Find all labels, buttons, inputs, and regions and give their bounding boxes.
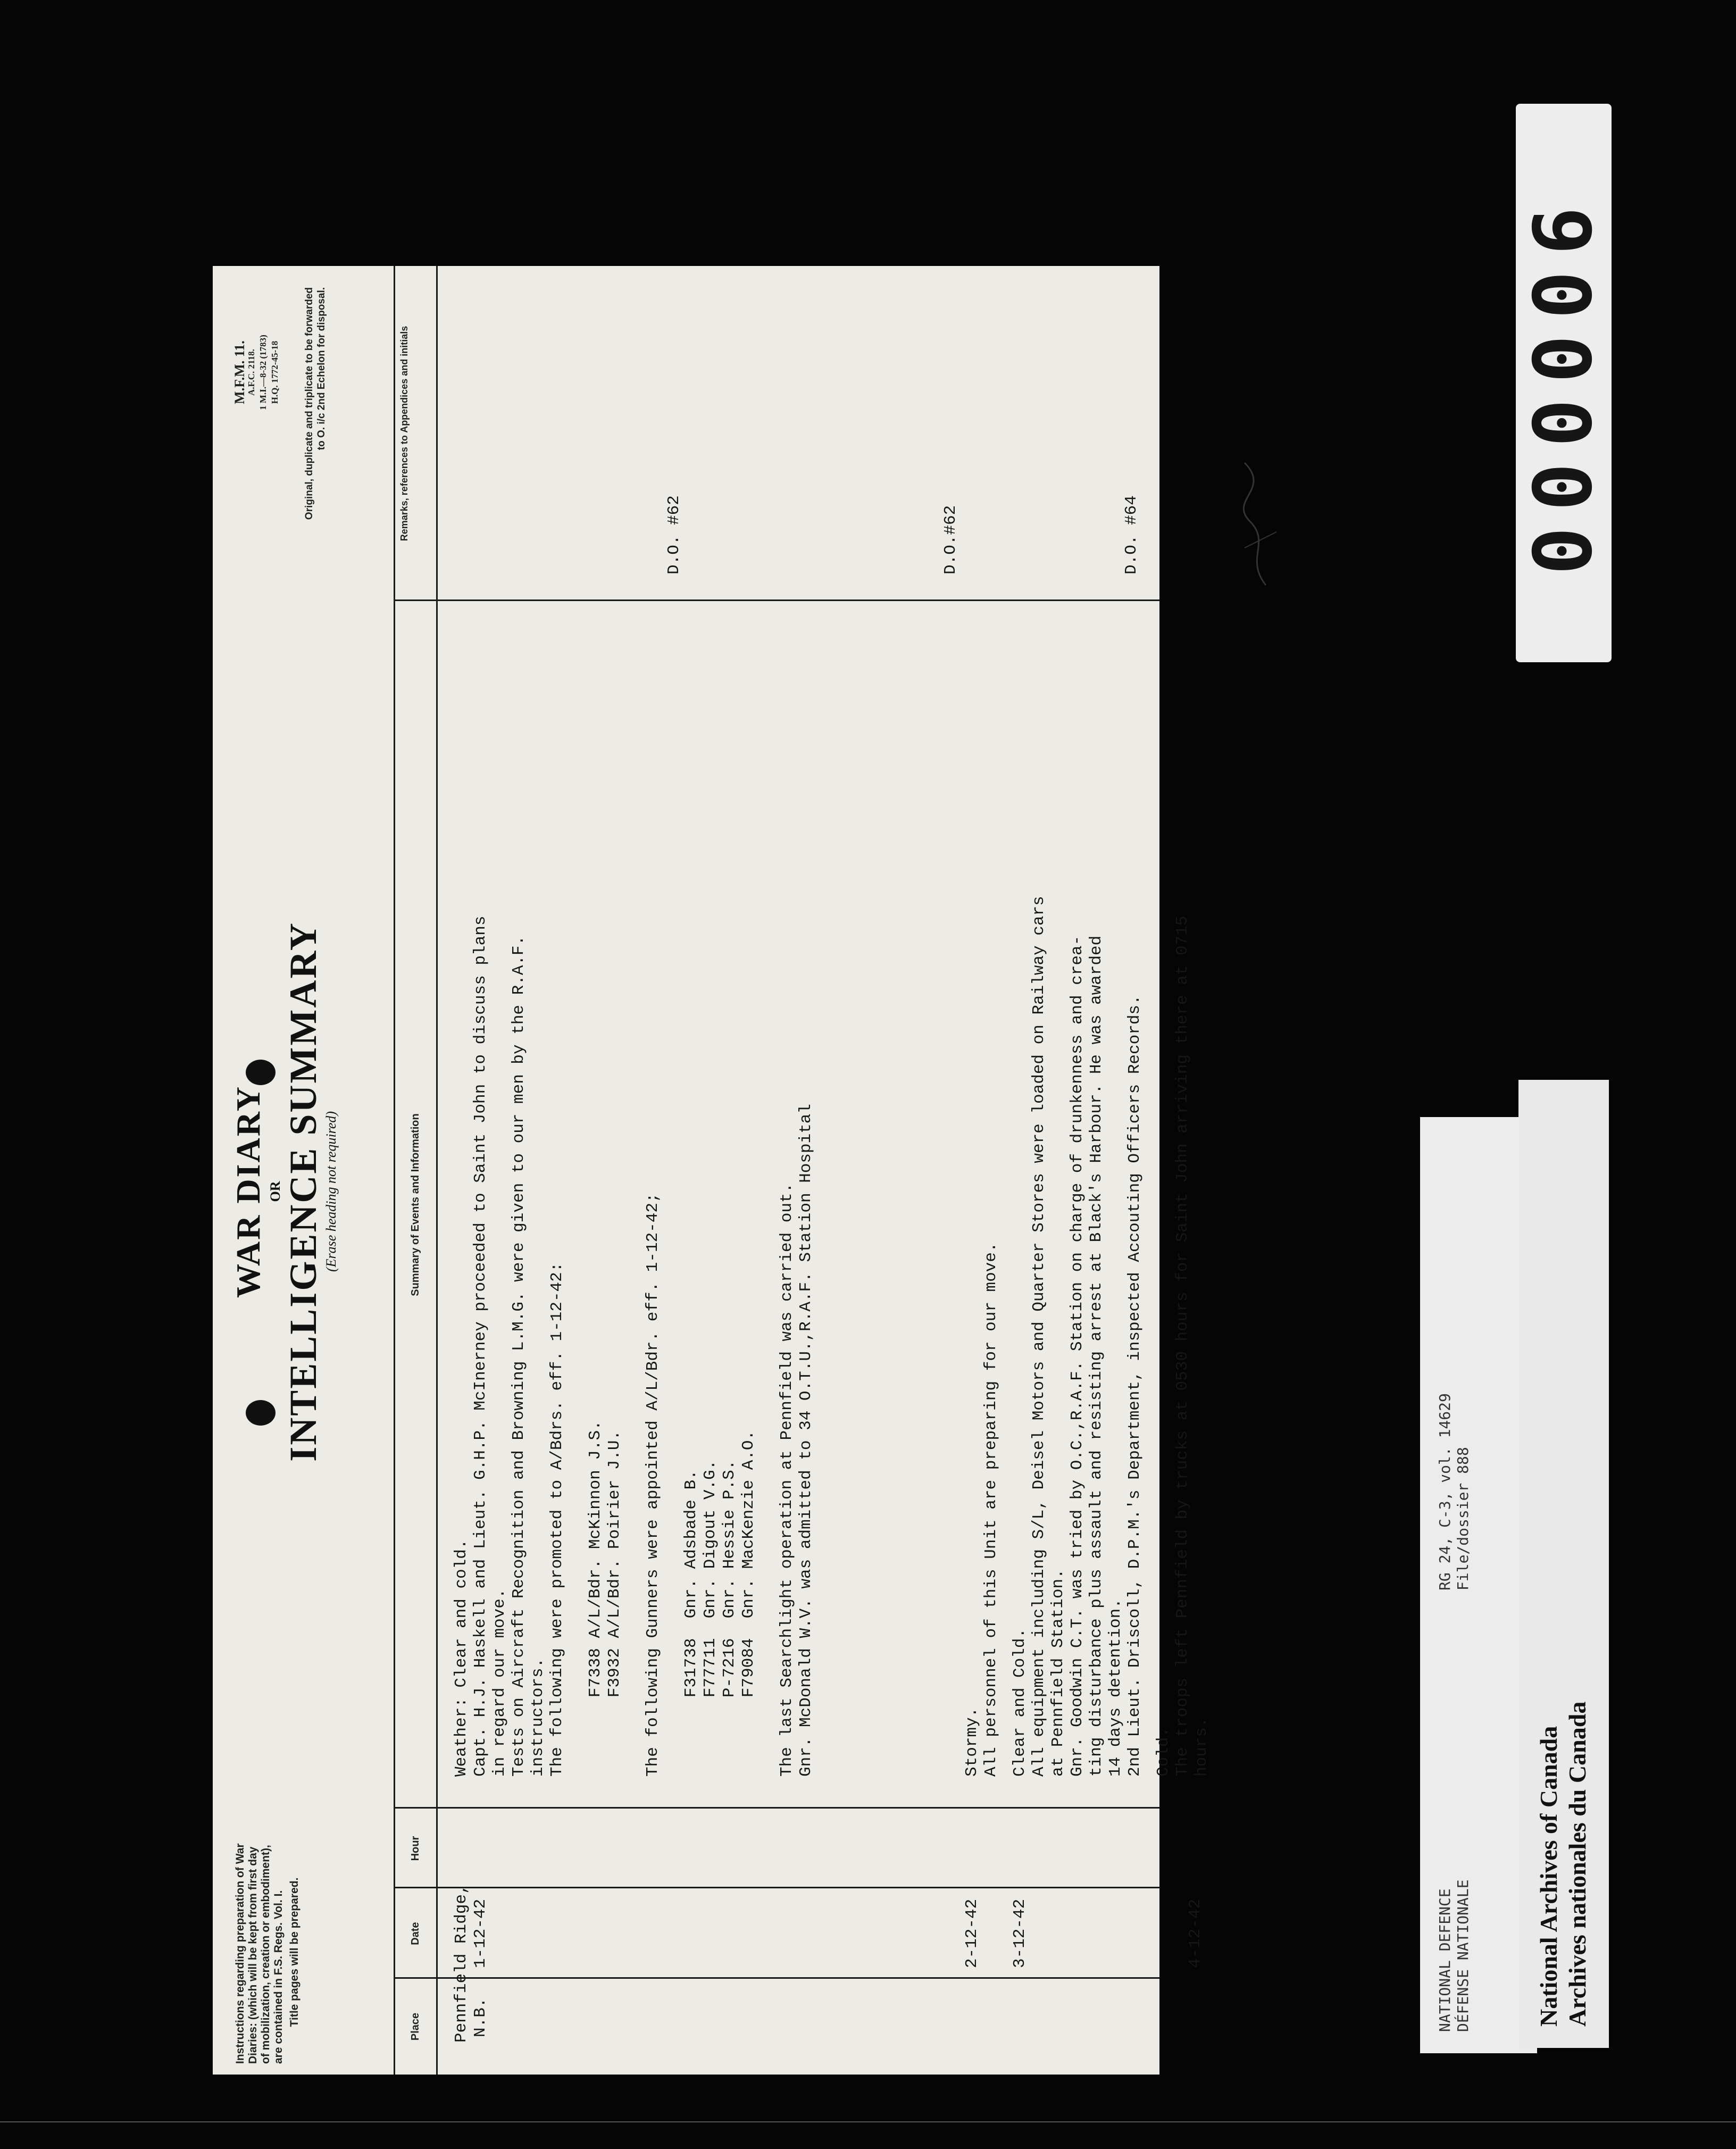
- place-line1: Pennfield Ridge,: [452, 1884, 471, 2043]
- instructions-block: [234, 1840, 301, 2064]
- department-en: NATIONAL DEFENCE: [1436, 1888, 1454, 2032]
- record-group: [1436, 1393, 1472, 1590]
- col-rule-place: [394, 1977, 1159, 1979]
- col-rule-summary: [394, 599, 1159, 601]
- disposal-note-line2: to O. i/c 2nd Echelon for disposal.: [316, 287, 327, 451]
- place-line2: N.B.: [471, 1997, 490, 2037]
- film-edge-line: [0, 2121, 1736, 2122]
- department-names: [1436, 1879, 1472, 2032]
- col-head-place: Place: [410, 2012, 421, 2041]
- remark-3: D.O. #64: [1122, 495, 1141, 574]
- summary-day-1: Weather: Clear and cold. Capt. H.J. Haskell and Lieut. G.H.P. McInerney proceeded to Saint John to discuss plans in regard our move. Tests on Aircraft Recognition and Browning L.M.G. were given to our men by the R.A.F. instructors. The following were promoted to A/Bdrs. eff. 1-12-42: F7338 A/L/Bdr. McKinnon J.S. F3932 A/L/Bdr. Poirier J.U. The following Gunners were appointed A/L/Bdr. eff. 1-12-42; F31738 Gnr. Adsbade B. F77711 Gnr. Digout V.G. P-7216 Gnr. Hessie P.S. F79084 Gnr. MacKenzie A.O. The last Searchlight operation at Pennfield was carried out. Gnr. McDonald W.V. was admitted to 34 O.T.U.,R.A.F. Station Hospital: [452, 915, 815, 1777]
- file-dossier-line: File/dossier 888: [1454, 1447, 1472, 1590]
- summary-day-4: Cold. The troops left Pennfield by trucks at 0530 hours for Saint John arriving there at 0715 hours.: [1154, 915, 1211, 1777]
- date-entry-4: 4-12-42: [1186, 1898, 1205, 1968]
- date-entry-2: 2-12-42: [963, 1898, 981, 1968]
- col-head-summary: Summary of Events and Information: [410, 1113, 421, 1296]
- archives-name: [1534, 1702, 1592, 2027]
- frame-number-strip: [1516, 104, 1612, 662]
- form-codes: [234, 287, 281, 457]
- col-head-hour: Hour: [410, 1836, 421, 1861]
- archives-name-fr: Archives nationales du Canada: [1564, 1701, 1591, 2027]
- col-head-date: Date: [410, 1922, 421, 1945]
- summary-day-2: Stormy. All personnel of this Unit are preparing for our move.: [963, 1242, 1000, 1777]
- form-code-3: H.Q. 1772-45-18: [270, 340, 280, 404]
- initials-signature: [1234, 452, 1282, 590]
- date-entry-1: 1-12-42: [471, 1898, 490, 1968]
- col-head-remarks: Remarks, references to Appendices and initials: [399, 326, 410, 542]
- department-fr: DÉFENSE NATIONALE: [1454, 1879, 1472, 2032]
- erase-heading-note: (Erase heading not required): [323, 1111, 339, 1272]
- war-diary-page: [213, 266, 1211, 2075]
- col-rule-date: [394, 1887, 1159, 1888]
- disposal-note-line1: Original, duplicate and triplicate to be forwarded: [304, 287, 315, 520]
- form-code-1: A.F.C. 2118.: [246, 349, 256, 396]
- remark-1: D.O. #62: [665, 495, 683, 574]
- title-or: OR: [268, 1181, 283, 1202]
- header-top-rule: [394, 266, 395, 2075]
- title-war-diary: WAR DIARY: [229, 1085, 267, 1298]
- archives-name-en: National Archives of Canada: [1535, 1726, 1562, 2027]
- title-pages-note: Title pages will be prepared.: [288, 1877, 301, 2027]
- form-id: M.F.M. 11.: [232, 340, 247, 404]
- remark-2: D.O.#62: [941, 505, 960, 574]
- record-group-line: RG 24, C-3, vol. 14629: [1436, 1393, 1454, 1590]
- summary-day-3: Clear and Cold. All equipment including S/L, Deisel Motors and Quarter Stores were loaded on Railway cars at Pennfield Station. Gnr. Goodwin C.T. was tried by O.C.,R.A.F. Station on charge of drunkenness and crea- ting disturbance plus assault and resisting arrest at Black's Harbour. He was awarded 14 days detention. 2nd Lieut. Driscoll, D.P.M.'s Department, inspected Accouting Officers Records.: [1011, 896, 1144, 1777]
- disposal-note: [303, 287, 328, 638]
- instructions-text: Instructions regarding preparation of War Diaries: (which will be kept from first day of mobilization, creation or embodiment), are contained in F.S. Regs. Vol. I.: [234, 1843, 285, 2064]
- archives-label: [1518, 1080, 1609, 2048]
- header-bottom-rule: [436, 266, 438, 2075]
- form-code-2: 1 M.I.—8-32 (1783): [258, 335, 268, 410]
- date-entry-3: 3-12-42: [1011, 1898, 1029, 1968]
- title-intelligence-summary: INTELLIGENCE SUMMARY: [282, 921, 324, 1462]
- war-diary-form: [213, 266, 1211, 2075]
- form-title: [229, 894, 339, 1489]
- frame-number: 000006: [1517, 191, 1610, 575]
- col-rule-hour: [394, 1807, 1159, 1809]
